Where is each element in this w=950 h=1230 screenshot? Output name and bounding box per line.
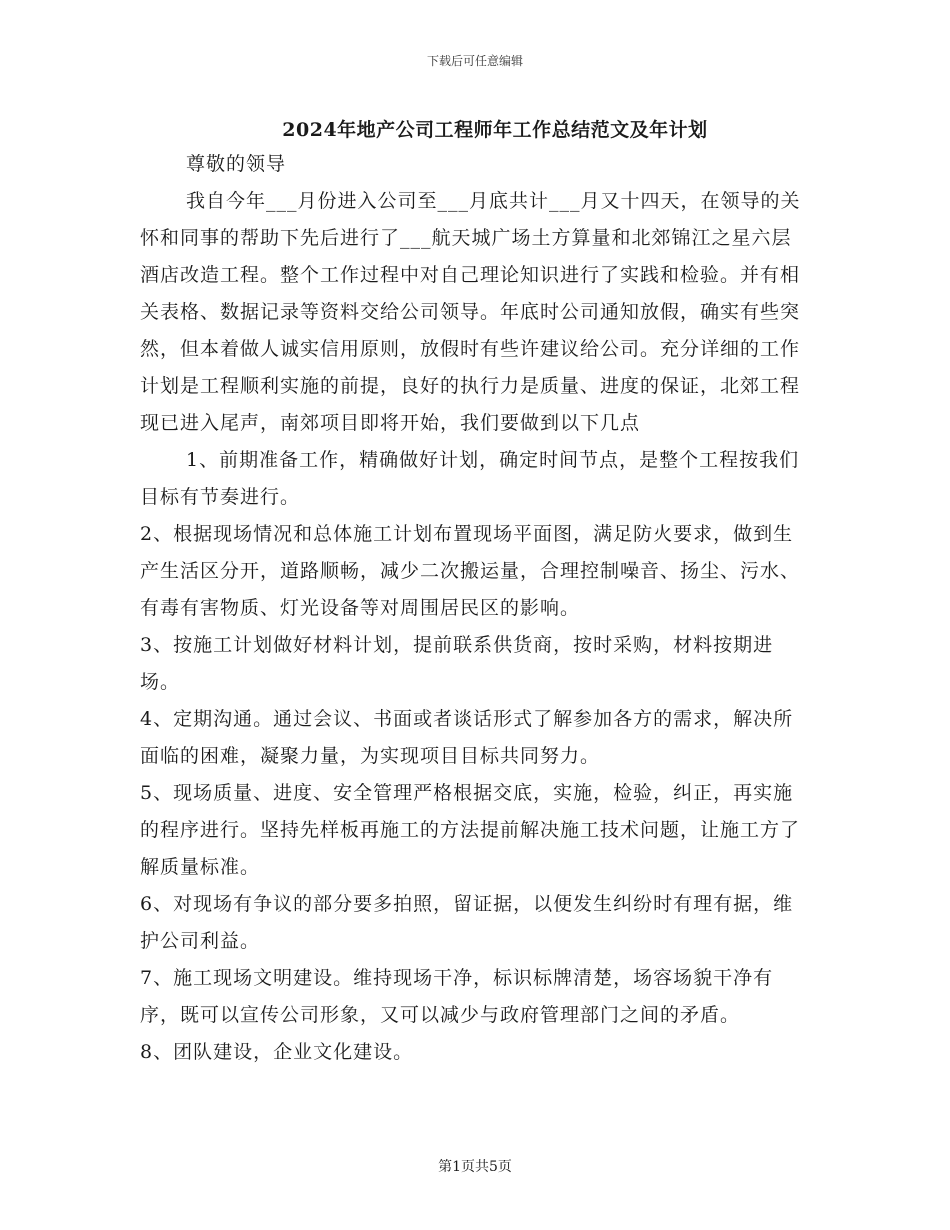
document-title: 2024年地产公司工程师年工作总结范文及年计划 bbox=[282, 119, 708, 141]
list-item-3: 3、按施工计划做好材料计划，提前联系供货商，按时采购，材料按期进场。 bbox=[140, 634, 774, 693]
list-item-1: 1、前期准备工作，精确做好计划，确定时间节点，是整个工程按我们目标有节奏进行。 bbox=[140, 449, 800, 508]
paragraph-intro: 我自今年___月份进入公司至___月底共计___月又十四天，在领导的关怀和同事的帮助下先后进行了___航天城广场土方算量和北郊锦江之星六层酒店改造工程。整个工作过程中对自己理论知识进行了实践和检验。并有相关表格、数据记录等资料交给公司领导。年底时公司通知放假，确实有些突然，但本着做人诚实信用原则，放假时有些许建议给公司。充分详细的工作计划是工程顺利实施的前提，良好的执行力是质量、进度的保证，北郊工程现已进入尾声，南郊项目即将开始，我们要做到以下几点 bbox=[140, 190, 801, 434]
page-footer: 第1页共5页 bbox=[438, 1159, 512, 1175]
list-item-4: 4、定期沟通。通过会议、书面或者谈话形式了解参加各方的需求，解决所面临的困难，凝聚力量，为实现项目目标共同努力。 bbox=[140, 708, 794, 767]
salutation: 尊敬的领导 bbox=[186, 153, 287, 175]
list-item-2: 2、根据现场情况和总体施工计划布置现场平面图，满足防火要求，做到生产生活区分开，道路顺畅，减少二次搬运量，合理控制噪音、扬尘、污水、有毒有害物质、灯光设备等对周围居民区的影响。 bbox=[140, 523, 801, 619]
list-item-8: 8、团队建设，企业文化建设。 bbox=[140, 1041, 414, 1063]
list-item-7: 7、施工现场文明建设。维持现场干净，标识标牌清楚，场容场貌干净有序，既可以宣传公司形象，又可以减少与政府管理部门之间的矛盾。 bbox=[140, 967, 774, 1026]
list-item-6: 6、对现场有争议的部分要多拍照，留证据，以便发生纠纷时有理有据，维护公司利益。 bbox=[140, 893, 794, 952]
document-body bbox=[140, 146, 810, 1071]
header-note: 下载后可任意编辑 bbox=[426, 54, 523, 68]
list-item-5: 5、现场质量、进度、安全管理严格根据交底，实施，检验，纠正，再实施的程序进行。坚持先样板再施工的方法提前解决施工技术问题，让施工方了解质量标准。 bbox=[140, 782, 801, 878]
